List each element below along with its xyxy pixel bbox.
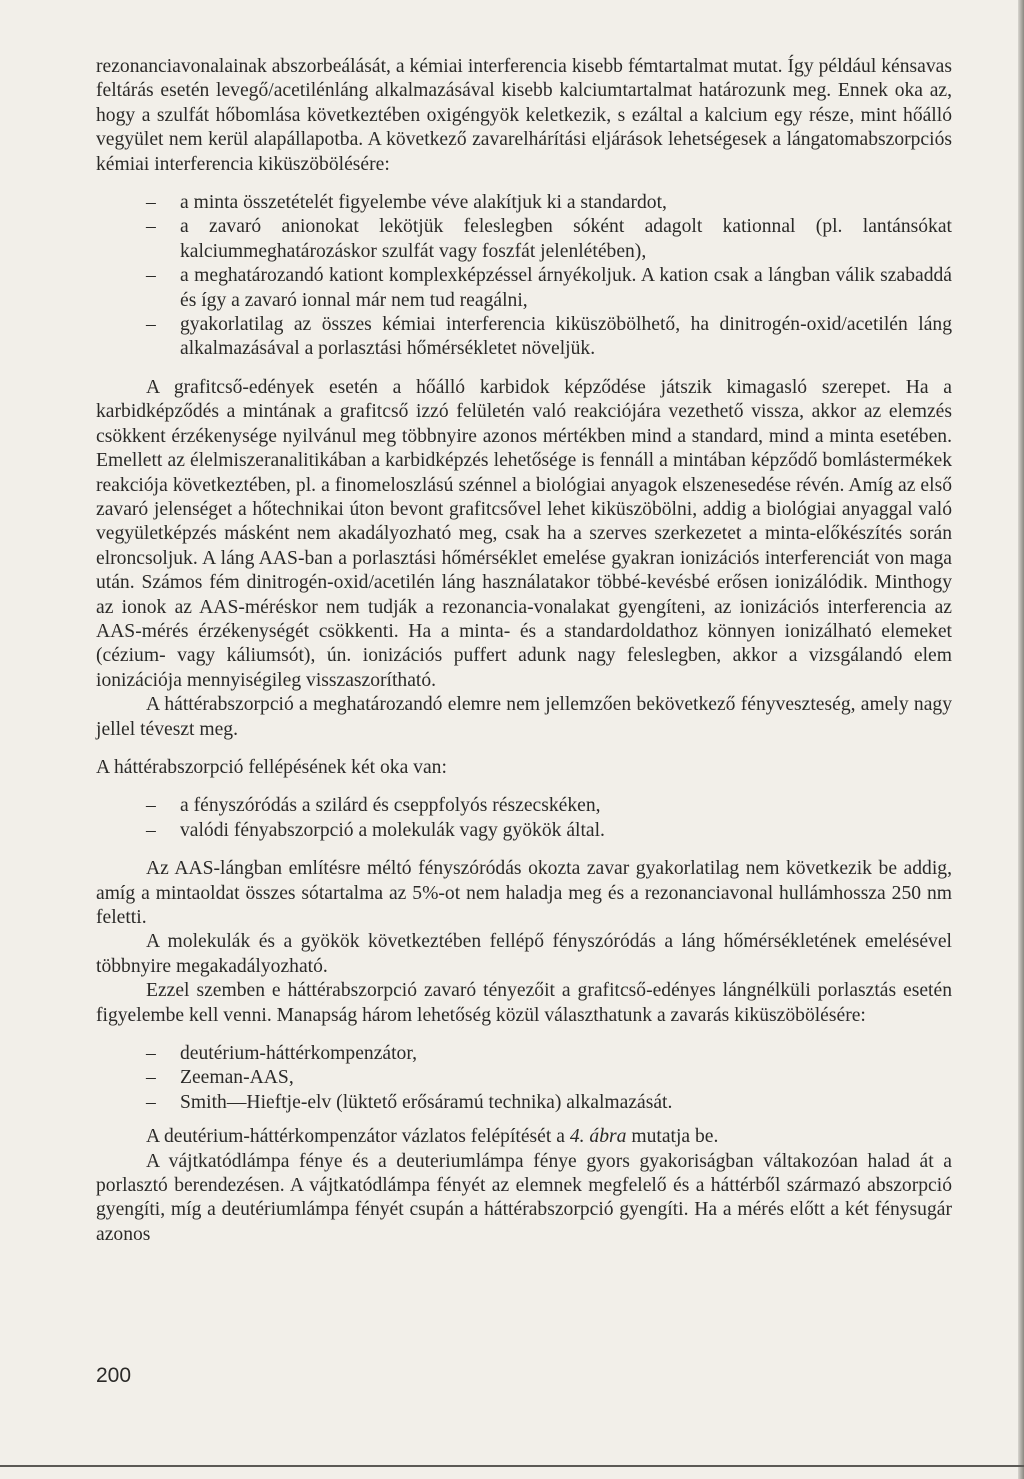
- dash-marker: –: [146, 216, 156, 238]
- paragraph-figure-reference: A deutérium-háttérkompenzátor vázlatos felépítését a 4. ábra mutatja be.: [146, 1126, 719, 1148]
- paragraph-graphite-tube: A grafitcső-edények esetén a hőálló karbidok képződése játszik kimagasló szerepet. Ha a karbidképződés a mintának a grafitcső izzó felületén való reakciójára vezethető vissza, akkor az elemzés csökkent érzékenysége nyilvánul meg többnyire azonos mértékben mind a standard, mind a minta esetében. Emellett az élelmiszeranalitikában a karbidképzés lehetősége is fennáll a mintában képződő bomlástermékek reakciója következtében, pl. a finomeloszlású szénnel a biológiai anyagok elszenesedése révén. Amíg az első zavaró jelenséget a hőtechnikai úton bevont grafitcsővel lehet kiküszöbölni, addig a biológiai anyaggal való vegyületképzés másként nem akadályozható meg, csak ha a szerves szerkezetet a minta-előkészítés során elroncsoljuk. A láng AAS-ban a porlasztási hőmérséklet emelése gyakran ionizációs interferenciát von maga után. Számos fém dinitrogén-oxid/acetilén láng használatakor többé-kevésbé erősen ionizálódik. Minthogy az ionok az AAS-méréskor nem tudják a rezonancia-vonalakat gyengíteni, az ionizációs interferencia az AAS-mérés érzékenységét csökkenti. Ha a minta- és a standardoldathoz könnyen ionizálható elemeket (cézium- vagy káliumsót), ún. ionizációs puffert adunk nagy feleslegben, akkor a vizsgálandó elem ionizációja mennyiségileg visszaszorítható.: [96, 376, 952, 691]
- list-item: – gyakorlatilag az összes kémiai interferencia kiküszöbölhető, ha dinitrogén-oxid/acetilén láng alkalmazásával a porlasztási hőmérsékletet növeljük.: [146, 314, 952, 360]
- dash-marker: –: [146, 1091, 156, 1113]
- list-item: – valódi fényabszorpció a molekulák vagy gyökök által.: [96, 819, 952, 843]
- dash-marker: –: [146, 1043, 156, 1065]
- dash-marker: –: [146, 795, 156, 817]
- list-item: – a fényszóródás a szilárd és cseppfolyós részecskéken,: [96, 794, 952, 818]
- dash-marker: –: [146, 265, 156, 287]
- page-edge-shadow: [1018, 0, 1024, 1479]
- paragraph-flame-scattering: Az AAS-lángban említésre méltó fényszóródás okozta zavar gyakorlatilag nem következik be addig, amíg a mintaoldat összes sótartalma az 5%-ot nem haladja meg és a rezonanciavonal hullámhossza 250 nm feletti.: [96, 858, 952, 928]
- paragraph-lamps: A vájtkatódlámpa fénye és a deuteriumlámpa fénye gyors gyakoriságban váltakozóan halad át a porlasztó berendezésen. A vájtkatódlámpa fényét az elemnek megfelelő és a háttérből származó abszorpció gyengíti, míg a deutériumlámpa fényét csupán a háttérabszorpció gyengíti. Ha a mérés előtt a két fénysugár azonos: [96, 1150, 952, 1245]
- dash-marker: –: [146, 1067, 156, 1089]
- list-correction-methods: [96, 1042, 952, 1115]
- figure-reference-link: 4. ábra: [569, 1126, 627, 1148]
- dash-marker: –: [146, 314, 156, 336]
- list-item: – a zavaró anionokat lekötjük feleslegben sóként adagolt kationnal (pl. lantánsókat kalciummeghatározáskor szulfát vagy foszfát jelenlétében),: [146, 216, 952, 262]
- list-item: – a meghatározandó kationt komplexképzéssel árnyékoljuk. A kation csak a lángban válik szabaddá és így a zavaró ionnal már nem tud reagálni,: [146, 265, 952, 311]
- dash-marker: –: [146, 192, 156, 214]
- page-number: 200: [96, 1364, 132, 1387]
- list-background-causes: [96, 794, 952, 843]
- page-body: [96, 55, 952, 1247]
- list-chemical-interference-remedies: [96, 191, 952, 362]
- dash-marker: –: [146, 819, 156, 841]
- list-item: – deutérium-háttérkompenzátor,: [96, 1042, 952, 1066]
- list-item: – Zeeman-AAS,: [96, 1066, 952, 1090]
- list-item: – a minta összetételét figyelembe véve alakítjuk ki a standardot,: [96, 191, 952, 215]
- paragraph-background-absorption: A háttérabszorpció a meghatározandó elemre nem jellemzően bekövetkező fényveszteség, amely nagy jellel téveszt meg.: [96, 694, 952, 740]
- list-item: – Smith—Hieftje-elv (lüktető erősáramú technika) alkalmazását.: [96, 1091, 952, 1115]
- paragraph-three-options: Ezzel szemben e háttérabszorpció zavaró tényezőit a grafitcső-edényes lángnélküli porlasztás esetén figyelembe kell venni. Manapság három lehetőség közül választhatunk a zavarás kiküszöbölésére:: [96, 980, 952, 1026]
- bottom-rule: [0, 1465, 1024, 1467]
- paragraph-molecules-radicals: A molekulák és a gyökök következtében fellépő fényszóródás a láng hőmérsékletének emelésével többnyire megakadályozható.: [96, 931, 952, 977]
- paragraph-intro: rezonanciavonalainak abszorbeálását, a kémiai interferencia kisebb fémtartalmat mutat. Így például kénsavas feltárás esetén levegő/acetilénláng alkalmazásával kisebb kalciumtartalmat határozunk meg. Ennek oka az, hogy a szulfát hőbomlása következtében oxigéngyök keletkezik, s ezáltal a kalcium egy része, mint hőálló vegyület nem kerül alapállapotba. A következő zavarelhárítási eljárások lehetségesek a lángatomabszorpciós kémiai interferencia kiküszöbölésére:: [96, 56, 952, 175]
- paragraph-two-causes: A háttérabszorpció fellépésének két oka van:: [96, 756, 447, 778]
